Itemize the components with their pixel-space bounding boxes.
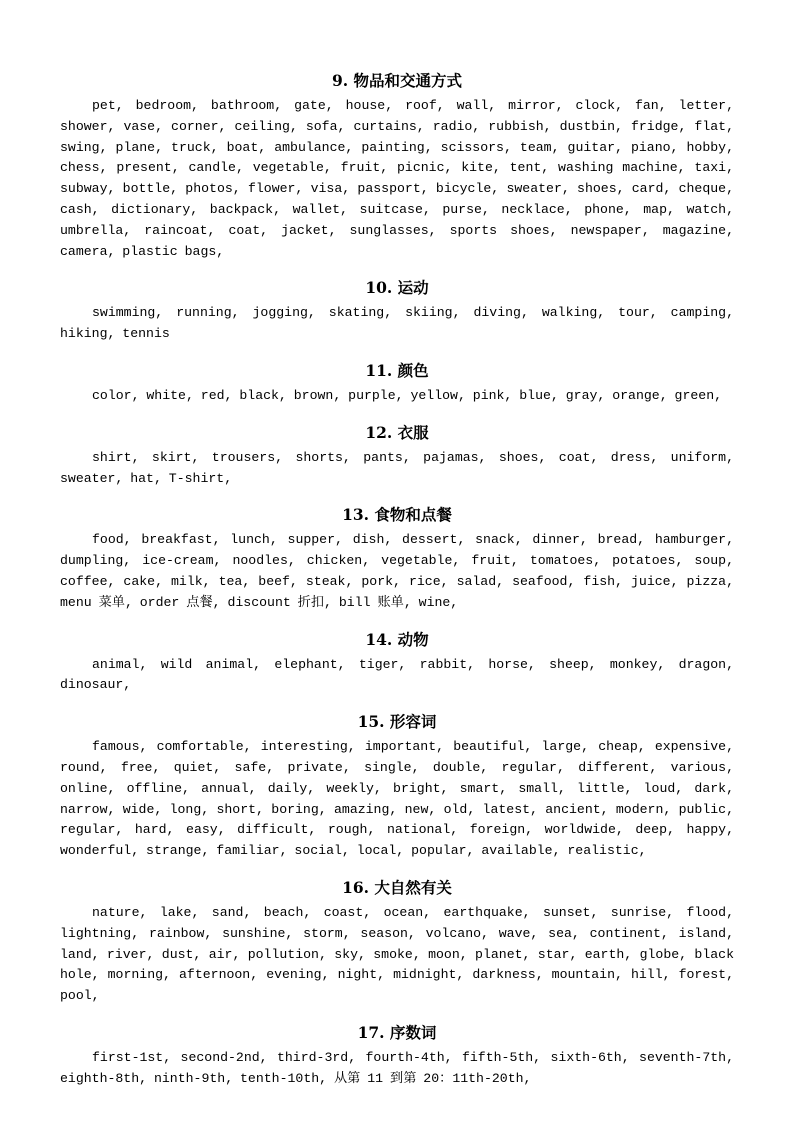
section-body: swimming, running, jogging, skating, skiing, diving, walking, tour, camping, hiking, tennis	[60, 305, 734, 342]
section-11	[60, 356, 734, 407]
section-body: shirt, skirt, trousers, shorts, pants, pajamas, shoes, coat, dress, uniform, sweater, hat, T-shirt,	[60, 449, 734, 486]
section-10	[60, 273, 734, 345]
section-14	[60, 625, 734, 697]
section-16	[60, 873, 734, 1007]
section-body: first-1st, second-2nd, third-3rd, fourth-4th, fifth-5th, sixth-6th, seventh-7th, eighth-8th, ninth-9th, tenth-10th, 从第 11 到第 20：11th-20th,	[60, 1049, 734, 1086]
section-title: 10. 运动	[365, 278, 429, 298]
section-body: animal, wild animal, elephant, tiger, rabbit, horse, sheep, monkey, dragon, dinosaur,	[60, 656, 734, 693]
section-9	[60, 66, 734, 262]
section-title: 15. 形容词	[357, 712, 437, 732]
section-body: color, white, red, black, brown, purple, yellow, pink, blue, gray, orange, green,	[92, 387, 723, 403]
document-page	[60, 66, 734, 1101]
section-title: 9. 物品和交通方式	[331, 71, 463, 90]
section-title: 16. 大自然有关	[342, 877, 452, 897]
section-title: 11. 颜色	[365, 360, 429, 380]
section-body: food, breakfast, lunch, supper, dish, dessert, snack, dinner, bread, hamburger, dumpling, ice-cream, noodles, chicken, vegetable, fruit, tomatoes, potatoes, soup, coffee, cake, milk, tea, beef, steak, pork, rice, salad, seafood, fish, juice, pizza, menu 菜单, order 点餐, discount 折扣, bill 账单, wine,	[60, 532, 734, 610]
section-title: 14. 动物	[365, 629, 429, 649]
section-body: nature, lake, sand, beach, coast, ocean, earthquake, sunset, sunrise, flood, lightning, rainbow, sunshine, storm, season, volcano, wave, sea, continent, island, land, river, dust, air, pollution, sky, smoke, moon, planet, star, earth, globe, black hole, morning, afternoon, evening, night, midnight, darkness, mountain, hill, forest, pool,	[60, 904, 734, 1004]
section-title: 12. 衣服	[365, 422, 429, 442]
section-12	[60, 418, 734, 490]
section-title: 13. 食物和点餐	[342, 505, 452, 525]
section-body: pet, bedroom, bathroom, gate, house, roof, wall, mirror, clock, fan, letter, shower, vase, corner, ceiling, sofa, curtains, radio, rubbish, dustbin, fridge, flat, swing, plane, truck, boat, ambulance, painting, scissors, team, guitar, piano, hobby, chess, present, candle, vegetable, fruit, picnic, kite, tent, washing machine, taxi, subway, bottle, photos, flower, visa, passport, bicycle, sweater, shoes, card, cheque, cash, dictionary, backpack, wallet, suitcase, purse, necklace, phone, map, watch, umbrella, raincoat, coat, jacket, sunglasses, sports shoes, newspaper, magazine, camera, plastic bags,	[60, 98, 734, 259]
section-body: famous, comfortable, interesting, important, beautiful, large, cheap, expensive, round, free, quiet, safe, private, single, double, regular, different, various, online, offline, annual, daily, weekly, bright, smart, small, little, loud, dark, narrow, wide, long, short, boring, amazing, new, old, latest, ancient, modern, public, regular, hard, easy, difficult, rough, national, foreign, worldwide, deep, happy, wonderful, strange, familiar, social, local, popular, available, realistic,	[60, 739, 734, 859]
section-13	[60, 500, 734, 613]
section-title: 17. 序数词	[357, 1022, 437, 1042]
section-17	[60, 1018, 734, 1090]
section-15	[60, 707, 734, 862]
